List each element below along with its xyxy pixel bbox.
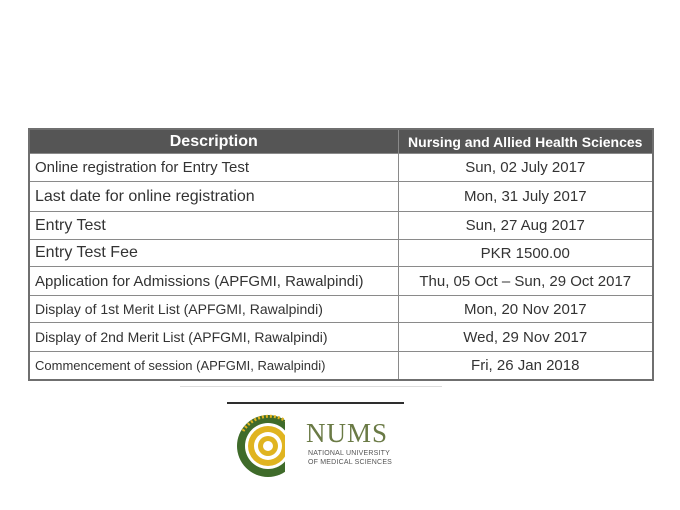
row-description: Entry Test Fee bbox=[29, 240, 398, 267]
schedule-table bbox=[28, 128, 654, 381]
table-row bbox=[29, 182, 653, 212]
row-description: Display of 2nd Merit List (APFGMI, Rawalpindi) bbox=[29, 323, 398, 352]
divider bbox=[180, 386, 442, 387]
row-date: Wed, 29 Nov 2017 bbox=[398, 323, 653, 352]
row-description: Commencement of session (APFGMI, Rawalpindi) bbox=[29, 352, 398, 380]
row-description: Online registration for Entry Test bbox=[29, 154, 398, 182]
table-row bbox=[29, 212, 653, 240]
row-description: Last date for online registration bbox=[29, 182, 398, 212]
description-column-header: Description bbox=[29, 129, 398, 154]
table-header-row bbox=[29, 129, 653, 154]
table-row bbox=[29, 323, 653, 352]
table-row bbox=[29, 240, 653, 267]
row-date: Sun, 02 July 2017 bbox=[398, 154, 653, 182]
program-column-header: Nursing and Allied Health Sciences bbox=[398, 129, 653, 154]
row-description: Display of 1st Merit List (APFGMI, Rawalpindi) bbox=[29, 296, 398, 323]
row-date: Thu, 05 Oct – Sun, 29 Oct 2017 bbox=[398, 267, 653, 296]
row-description: Entry Test bbox=[29, 212, 398, 240]
row-description: Application for Admissions (APFGMI, Rawalpindi) bbox=[29, 267, 398, 296]
nums-logo-text: NUMS bbox=[306, 418, 389, 448]
logo-divider bbox=[227, 402, 404, 404]
row-date: PKR 1500.00 bbox=[398, 240, 653, 267]
nums-logo-subtitle bbox=[308, 449, 392, 467]
row-date: Mon, 31 July 2017 bbox=[398, 182, 653, 212]
table-row bbox=[29, 267, 653, 296]
nums-seal-logo bbox=[233, 409, 303, 479]
row-date: Mon, 20 Nov 2017 bbox=[398, 296, 653, 323]
table-row bbox=[29, 154, 653, 182]
table-row bbox=[29, 352, 653, 380]
nums-subtitle-line-2: OF MEDICAL SCIENCES bbox=[308, 459, 393, 466]
row-date: Fri, 26 Jan 2018 bbox=[398, 352, 653, 380]
table-row bbox=[29, 296, 653, 323]
nums-subtitle-line-1: NATIONAL UNIVERSITY bbox=[308, 450, 390, 457]
row-date: Sun, 27 Aug 2017 bbox=[398, 212, 653, 240]
